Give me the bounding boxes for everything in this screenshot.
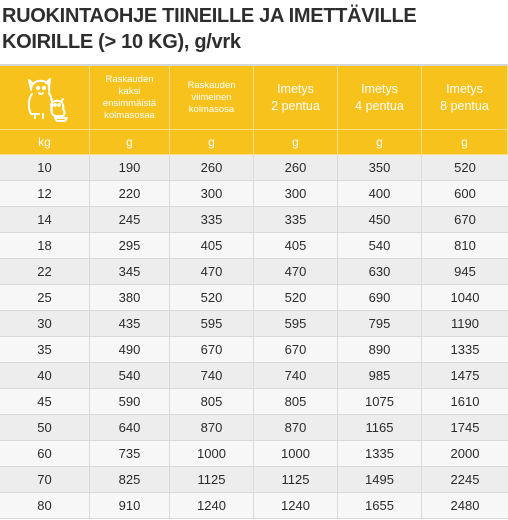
lactation-2-cell: 740 (254, 363, 338, 389)
table-header-row (0, 66, 508, 130)
title-line-1: RUOKINTAOHJE TIINEILLE JA IMETTÄVILLE (2, 5, 417, 27)
column-header-lactation-4 (338, 66, 422, 130)
units-row (0, 130, 508, 155)
col5-line1: Imetys (446, 81, 483, 96)
table-row (0, 493, 508, 519)
lactation-8-cell: 1335 (422, 337, 508, 363)
lactation-8-cell: 1190 (422, 311, 508, 337)
lactation-4-cell: 1655 (338, 493, 422, 519)
pregnancy-late-cell: 1000 (170, 441, 254, 467)
lactation-8-cell: 810 (422, 233, 508, 259)
lactation-4-cell: 450 (338, 207, 422, 233)
lactation-4-cell: 540 (338, 233, 422, 259)
lactation-4-cell: 1495 (338, 467, 422, 493)
unit-cell: g (254, 130, 338, 155)
lactation-2-cell: 470 (254, 259, 338, 285)
pregnancy-early-cell: 735 (90, 441, 170, 467)
table-row (0, 441, 508, 467)
table-body (0, 155, 508, 519)
column-header-pregnancy-early (90, 66, 170, 130)
header-icon-cell (0, 66, 90, 130)
table-row (0, 467, 508, 493)
pregnancy-late-cell: 260 (170, 155, 254, 181)
pregnancy-late-cell: 335 (170, 207, 254, 233)
weight-cell: 70 (0, 467, 90, 493)
weight-cell: 14 (0, 207, 90, 233)
col4-line2: 4 pentua (355, 98, 404, 113)
lactation-2-cell: 870 (254, 415, 338, 441)
pregnancy-early-cell: 540 (90, 363, 170, 389)
weight-cell: 22 (0, 259, 90, 285)
col2-line3: kolmasosa (188, 103, 235, 115)
lactation-8-cell: 520 (422, 155, 508, 181)
col1-line1: Raskauden (105, 73, 154, 85)
weight-cell: 45 (0, 389, 90, 415)
pregnancy-early-cell: 245 (90, 207, 170, 233)
table-row (0, 389, 508, 415)
weight-cell: 60 (0, 441, 90, 467)
pregnancy-late-cell: 805 (170, 389, 254, 415)
pregnancy-early-cell: 190 (90, 155, 170, 181)
lactation-4-cell: 890 (338, 337, 422, 363)
lactation-4-cell: 630 (338, 259, 422, 285)
col2-line1: Raskauden (187, 79, 236, 91)
lactation-2-cell: 260 (254, 155, 338, 181)
lactation-2-cell: 1240 (254, 493, 338, 519)
lactation-2-cell: 405 (254, 233, 338, 259)
lactation-8-cell: 2480 (422, 493, 508, 519)
lactation-8-cell: 2245 (422, 467, 508, 493)
weight-cell: 30 (0, 311, 90, 337)
lactation-2-cell: 595 (254, 311, 338, 337)
lactation-2-cell: 1125 (254, 467, 338, 493)
table-row (0, 181, 508, 207)
lactation-4-cell: 1165 (338, 415, 422, 441)
pregnancy-early-cell: 590 (90, 389, 170, 415)
mother-dog-with-puppy-icon (19, 72, 71, 124)
lactation-4-cell: 795 (338, 311, 422, 337)
lactation-8-cell: 2000 (422, 441, 508, 467)
lactation-2-cell: 520 (254, 285, 338, 311)
pregnancy-late-cell: 470 (170, 259, 254, 285)
weight-cell: 12 (0, 181, 90, 207)
unit-cell: g (422, 130, 508, 155)
pregnancy-late-cell: 870 (170, 415, 254, 441)
col1-line2: kaksi (118, 85, 141, 97)
lactation-8-cell: 1040 (422, 285, 508, 311)
title-line-2: KOIRILLE (> 10 KG), g/vrk (2, 31, 241, 53)
pregnancy-late-cell: 520 (170, 285, 254, 311)
pregnancy-early-cell: 910 (90, 493, 170, 519)
weight-cell: 35 (0, 337, 90, 363)
table-row (0, 285, 508, 311)
pregnancy-early-cell: 380 (90, 285, 170, 311)
pregnancy-late-cell: 1240 (170, 493, 254, 519)
pregnancy-early-cell: 825 (90, 467, 170, 493)
pregnancy-late-cell: 1125 (170, 467, 254, 493)
lactation-4-cell: 350 (338, 155, 422, 181)
col4-line1: Imetys (361, 81, 398, 96)
col3-line1: Imetys (277, 81, 314, 96)
pregnancy-early-cell: 220 (90, 181, 170, 207)
lactation-8-cell: 1610 (422, 389, 508, 415)
weight-cell: 25 (0, 285, 90, 311)
lactation-2-cell: 670 (254, 337, 338, 363)
lactation-8-cell: 670 (422, 207, 508, 233)
pregnancy-late-cell: 740 (170, 363, 254, 389)
table-row (0, 415, 508, 441)
weight-cell: 40 (0, 363, 90, 389)
lactation-4-cell: 690 (338, 285, 422, 311)
weight-cell: 18 (0, 233, 90, 259)
unit-cell: g (90, 130, 170, 155)
pregnancy-late-cell: 595 (170, 311, 254, 337)
pregnancy-early-cell: 345 (90, 259, 170, 285)
column-header-pregnancy-late (170, 66, 254, 130)
column-header-lactation-2 (254, 66, 338, 130)
lactation-2-cell: 300 (254, 181, 338, 207)
unit-cell: kg (0, 130, 90, 155)
pregnancy-late-cell: 300 (170, 181, 254, 207)
pregnancy-late-cell: 405 (170, 233, 254, 259)
col5-line2: 8 pentua (440, 98, 489, 113)
lactation-4-cell: 985 (338, 363, 422, 389)
weight-cell: 80 (0, 493, 90, 519)
table-row (0, 207, 508, 233)
table-row (0, 363, 508, 389)
unit-cell: g (170, 130, 254, 155)
weight-cell: 10 (0, 155, 90, 181)
lactation-8-cell: 1475 (422, 363, 508, 389)
column-header-lactation-8 (422, 66, 508, 130)
lactation-4-cell: 1335 (338, 441, 422, 467)
lactation-8-cell: 600 (422, 181, 508, 207)
pregnancy-late-cell: 670 (170, 337, 254, 363)
col1-line4: kolmasosaa (104, 109, 155, 121)
page-title (2, 3, 506, 55)
feeding-table (0, 64, 508, 519)
lactation-2-cell: 805 (254, 389, 338, 415)
pregnancy-early-cell: 295 (90, 233, 170, 259)
pregnancy-early-cell: 490 (90, 337, 170, 363)
lactation-2-cell: 335 (254, 207, 338, 233)
col1-line3: ensimmäistä (102, 97, 157, 109)
lactation-8-cell: 1745 (422, 415, 508, 441)
table-row (0, 337, 508, 363)
table-row (0, 311, 508, 337)
table-row (0, 155, 508, 181)
lactation-2-cell: 1000 (254, 441, 338, 467)
table-row (0, 259, 508, 285)
col3-line2: 2 pentua (271, 98, 320, 113)
lactation-4-cell: 400 (338, 181, 422, 207)
lactation-8-cell: 945 (422, 259, 508, 285)
pregnancy-early-cell: 640 (90, 415, 170, 441)
unit-cell: g (338, 130, 422, 155)
lactation-4-cell: 1075 (338, 389, 422, 415)
col2-line2: viimeinen (191, 91, 232, 103)
table-row (0, 233, 508, 259)
pregnancy-early-cell: 435 (90, 311, 170, 337)
weight-cell: 50 (0, 415, 90, 441)
